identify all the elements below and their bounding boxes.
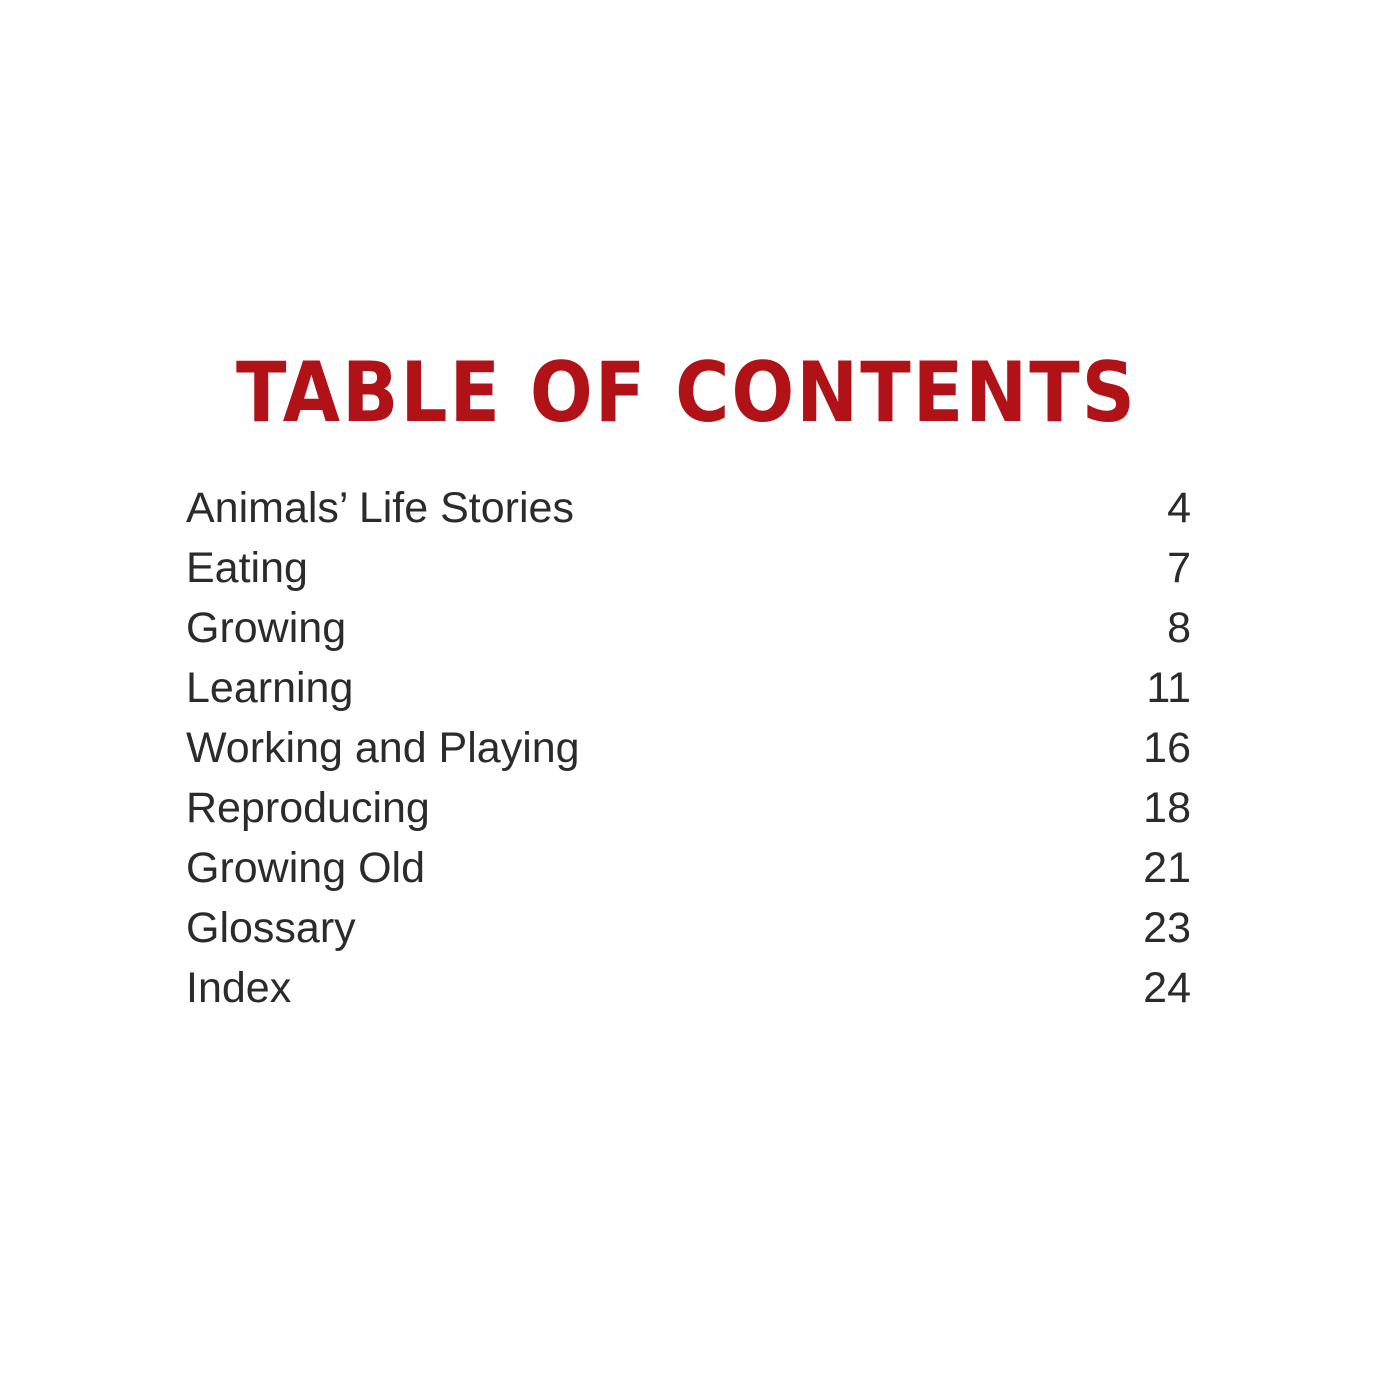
list-item[interactable]	[186, 778, 1191, 838]
list-item[interactable]	[186, 598, 1191, 658]
toc-entry-page: 11	[1146, 664, 1191, 712]
list-item[interactable]	[186, 898, 1191, 958]
toc-entry-label: Reproducing	[186, 784, 430, 832]
list-item[interactable]	[186, 838, 1191, 898]
toc-entry-list	[186, 478, 1191, 1018]
toc-entry-page: 23	[1143, 904, 1191, 952]
list-item[interactable]	[186, 718, 1191, 778]
list-item[interactable]	[186, 538, 1191, 598]
toc-entry-label: Working and Playing	[186, 724, 580, 772]
toc-entry-label: Learning	[186, 664, 354, 712]
toc-entry-label: Glossary	[186, 904, 356, 952]
toc-entry-page: 24	[1143, 964, 1191, 1012]
list-item[interactable]	[186, 478, 1191, 538]
page-title: TABLE OF CONTENTS	[236, 345, 1137, 442]
toc-entry-page: 21	[1143, 844, 1191, 892]
toc-entry-label: Growing Old	[186, 844, 425, 892]
toc-entry-label: Eating	[186, 544, 308, 592]
toc-entry-page: 7	[1167, 544, 1191, 592]
toc-entry-page: 16	[1143, 724, 1191, 772]
toc-entry-page: 18	[1143, 784, 1191, 832]
list-item[interactable]	[186, 958, 1191, 1018]
list-item[interactable]	[186, 658, 1191, 718]
toc-entry-page: 8	[1167, 604, 1191, 652]
toc-entry-label: Index	[186, 964, 292, 1012]
toc-entry-page: 4	[1167, 484, 1191, 532]
toc-entry-label: Animals’ Life Stories	[186, 484, 574, 532]
toc-entry-label: Growing	[186, 604, 347, 652]
